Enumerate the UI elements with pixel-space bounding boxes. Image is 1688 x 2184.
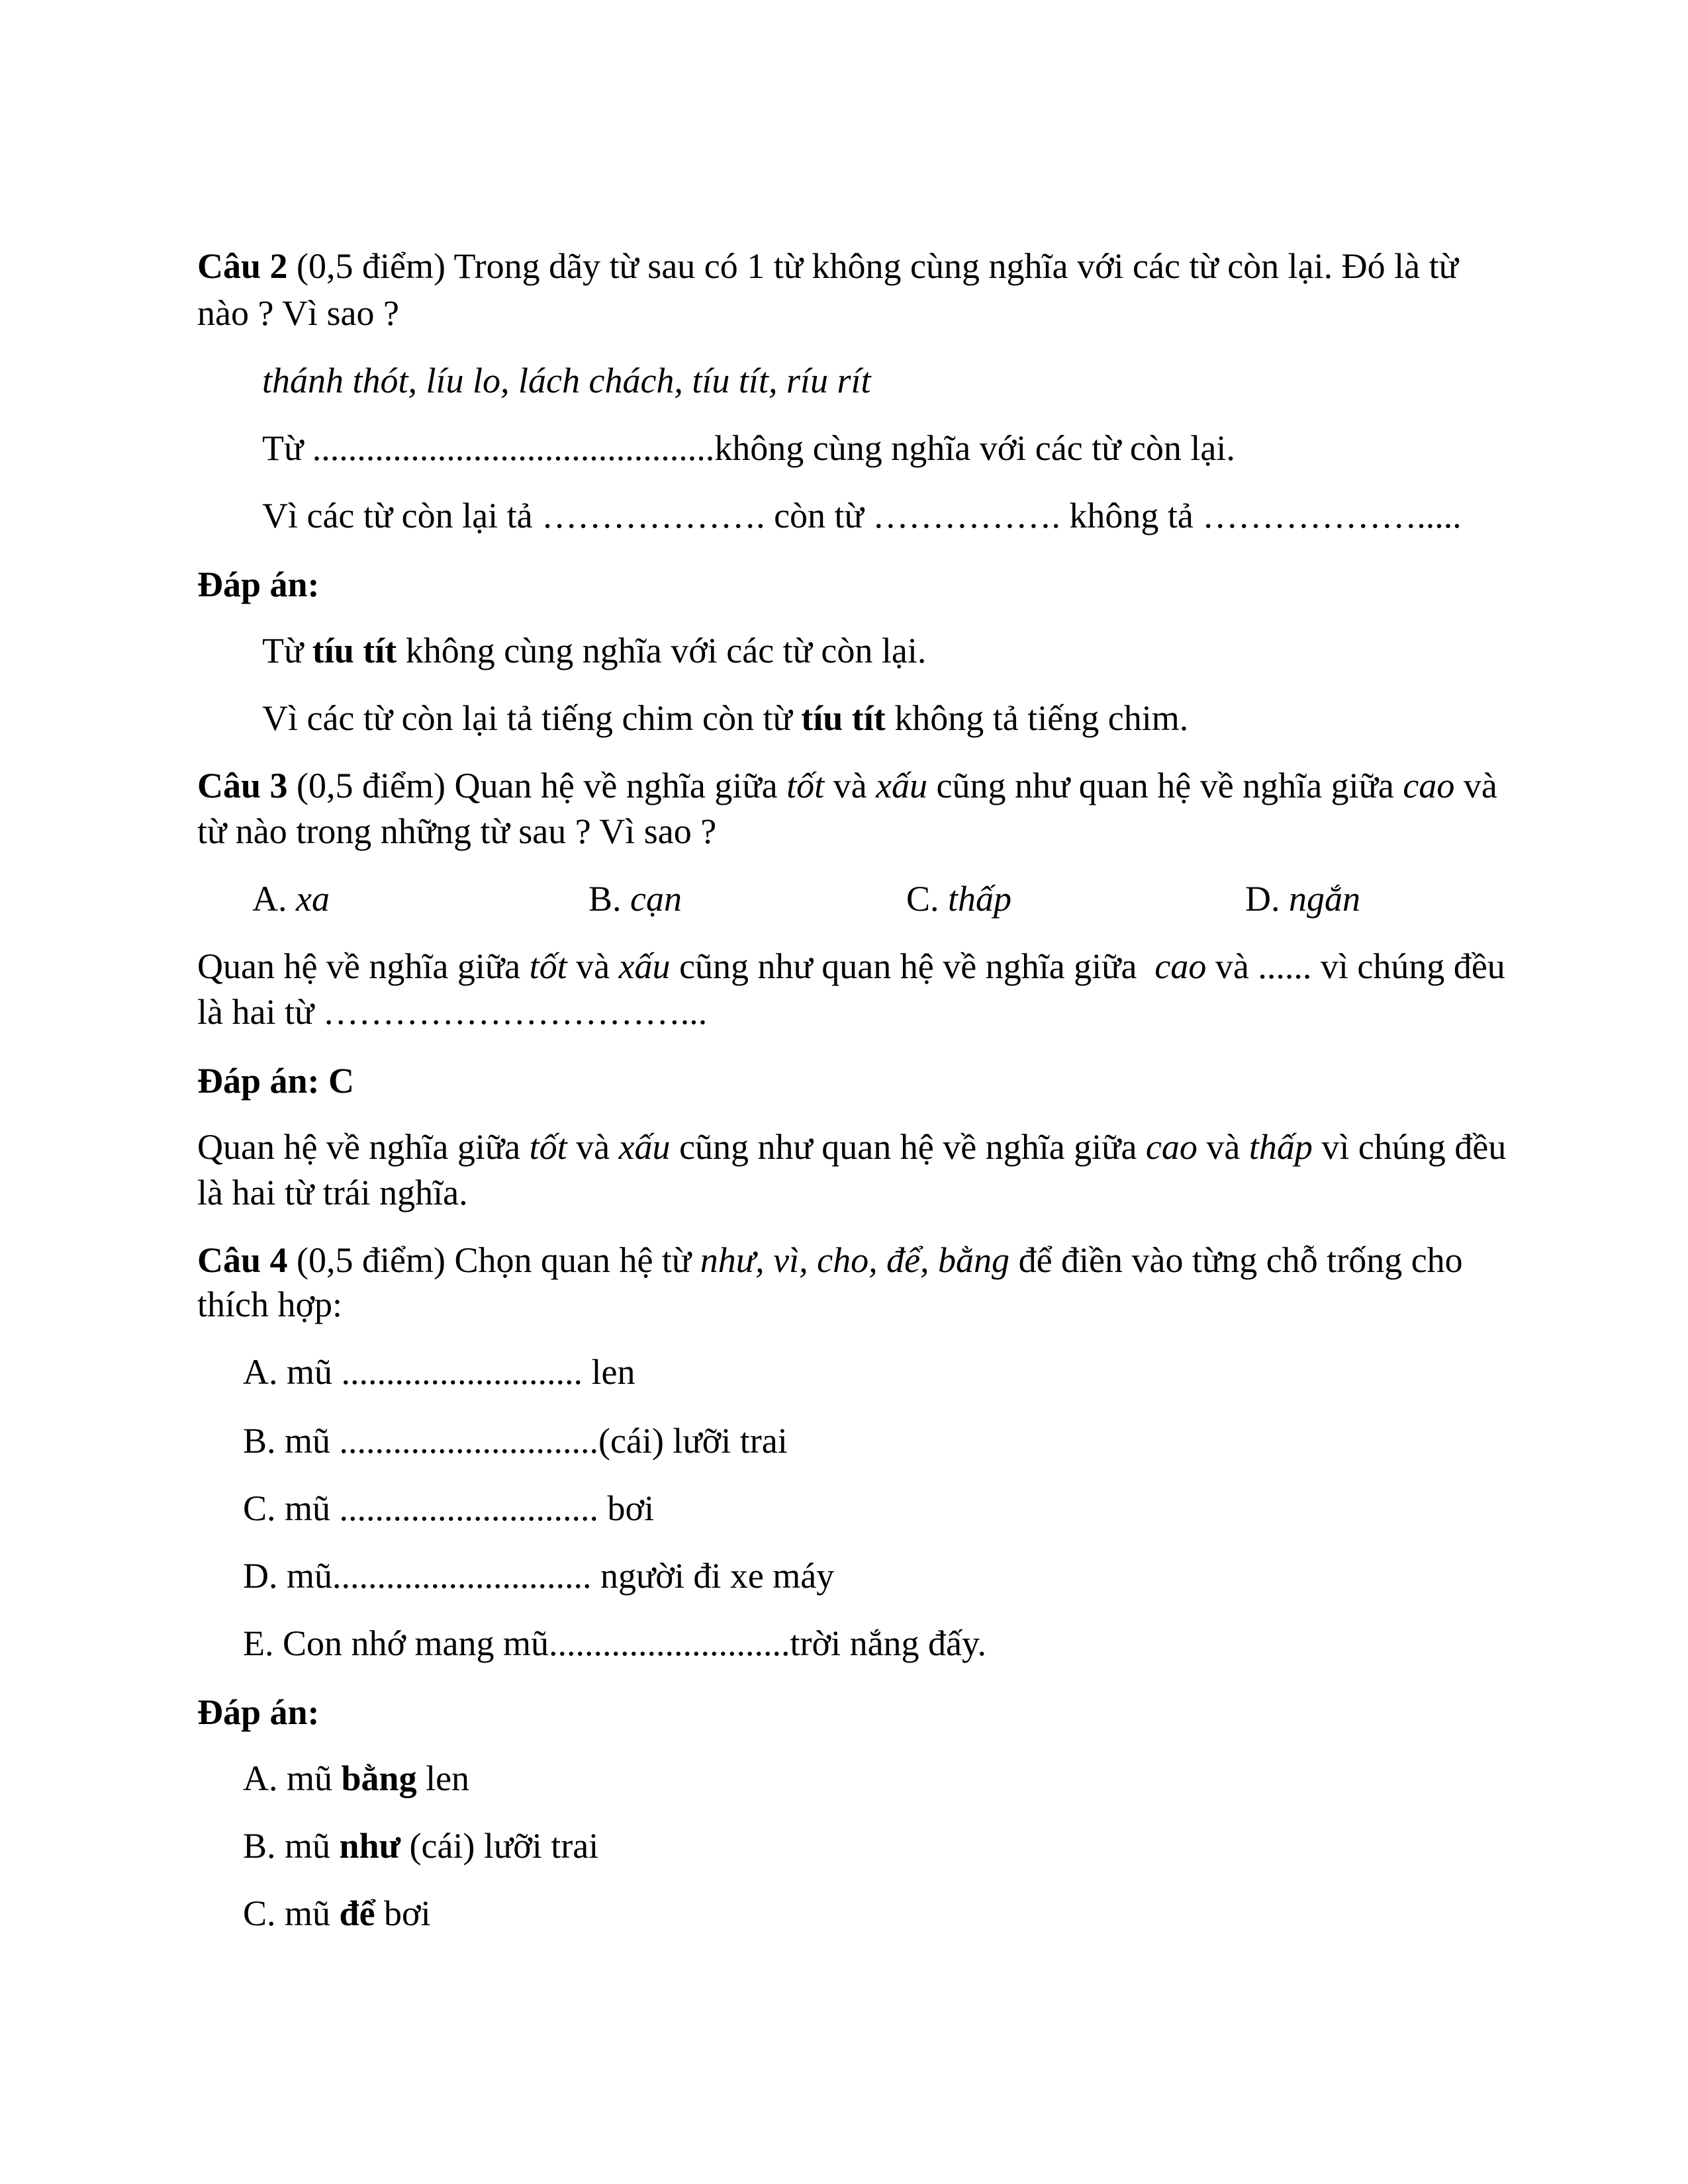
question-4-item-d [243,1555,834,1597]
text-segment: Vì các từ còn lại tả tiếng chim còn từ [262,698,802,738]
answer-3-line-1 [197,1126,1506,1168]
bold-text: để [339,1893,375,1933]
italic-text: xấu [876,766,928,805]
text-segment: (0,5 điểm) Chọn quan hệ từ [287,1240,700,1280]
text-segment: vì chúng đều [1312,1127,1507,1167]
text-segment: nào ? Vì sao ? [197,293,399,333]
answer-4-item-a [243,1757,469,1799]
text-segment: và [1454,766,1497,805]
italic-text: thấp [948,879,1012,919]
italic-text: ngắn [1289,879,1360,919]
text-segment: là hai từ trái nghĩa. [197,1173,468,1212]
text-segment: Quan hệ về nghĩa giữa [197,946,530,986]
question-3-blank [197,945,1505,987]
answer-2-line-1 [262,629,926,672]
bold-text: tíu tít [312,631,397,670]
text-segment: để điền vào từng chỗ trống cho [1009,1240,1463,1280]
text-segment: A. [252,879,296,919]
italic-text: xấu [618,946,671,986]
text-segment: A. mũ [243,1758,342,1798]
question-4-item-a [243,1351,635,1393]
option-c [906,878,1011,920]
question-2-title [197,245,1458,287]
text-segment: không tả tiếng chim. [885,698,1189,738]
text-segment: C. mũ ............................. bơi [243,1488,655,1528]
question-3-blank-cont [197,991,707,1033]
text-segment: len [416,1758,470,1798]
answer-4-heading [197,1691,320,1733]
option-b [588,878,682,920]
italic-text: xấu [618,1127,671,1167]
bold-text: Đáp án: [197,565,320,604]
text-segment: (0,5 điểm) Trong dãy từ sau có 1 từ không cùng nghĩa với các từ còn lại. Đó là từ [287,246,1458,286]
text-segment: Vì các từ còn lại tả ………………. còn từ ……………. không tả ………………..... [262,496,1462,535]
bold-text: Câu 4 [197,1240,288,1280]
question-3-title [197,764,1497,807]
question-4-title [197,1239,1463,1281]
text-segment: và [567,1127,619,1167]
text-segment: B. mũ [243,1826,340,1866]
text-segment: D. [1245,879,1289,919]
italic-text: cao [1145,1127,1197,1167]
text-segment: và ...... vì chúng đều [1206,946,1505,986]
text-segment: Quan hệ về nghĩa giữa [197,1127,530,1167]
option-d [1245,878,1360,920]
text-segment: cũng như quan hệ về nghĩa giữa [670,946,1155,986]
italic-text: thấp [1248,1127,1313,1167]
question-2-blank-1 [262,427,1235,469]
question-4-item-e [243,1622,986,1664]
question-4-item-b [243,1420,788,1462]
text-segment: và [824,766,876,805]
answer-2-heading [197,563,320,606]
text-segment: bơi [375,1893,431,1933]
italic-text: tốt [529,1127,567,1167]
text-segment: cũng như quan hệ về nghĩa giữa [927,766,1403,805]
question-2-title-cont [197,292,399,334]
answer-3-heading [197,1060,354,1102]
question-4-item-c [243,1487,654,1529]
text-segment: và [567,946,619,986]
italic-text: như, vì, cho, để, bằng [700,1240,1010,1280]
text-segment: Từ .............................................không cùng nghĩa với các từ còn lại. [262,428,1235,468]
text-segment: D. mũ............................. người đi xe máy [243,1556,835,1596]
question-2-word-list [262,359,870,402]
text-segment: B. mũ .............................(cái) lưỡi trai [243,1421,788,1461]
answer-4-item-b [243,1825,598,1867]
text-segment: B. [588,879,631,919]
text-segment: là hai từ …………………………... [197,992,708,1032]
bold-text: Đáp án: C [197,1061,355,1101]
bold-text: tíu tít [801,698,886,738]
text-segment: E. Con nhớ mang mũ...........................trời nắng đấy. [243,1623,987,1663]
text-segment: C. mũ [243,1893,340,1933]
italic-text: cao [1403,766,1455,805]
text-segment: từ nào trong những từ sau ? Vì sao ? [197,811,717,851]
text-segment: không cùng nghĩa với các từ còn lại. [397,631,927,670]
question-4-title-cont [197,1283,342,1326]
italic-text: cao [1154,946,1207,986]
answer-3-line-2 [197,1171,468,1214]
question-3-title-cont [197,810,716,852]
answer-2-line-2 [262,697,1188,739]
bold-text: bằng [341,1758,417,1798]
italic-text: tốt [786,766,825,805]
text-segment: Từ [262,631,312,670]
italic-text: thánh thót, líu lo, lách chách, tíu tít, ríu rít [262,361,871,400]
option-a [252,878,330,920]
text-segment: A. mũ ........................... len [243,1352,635,1392]
text-segment: thích hợp: [197,1285,343,1324]
text-segment: và [1197,1127,1249,1167]
bold-text: Câu 3 [197,766,288,805]
answer-4-item-c [243,1892,431,1934]
bold-text: Câu 2 [197,246,288,286]
text-segment: C. [906,879,949,919]
question-2-blank-2 [262,494,1462,537]
bold-text: như [339,1826,401,1866]
text-segment: cũng như quan hệ về nghĩa giữa [670,1127,1146,1167]
text-segment: (cái) lưỡi trai [400,1826,599,1866]
italic-text: xa [296,879,330,919]
italic-text: cạn [630,879,682,919]
italic-text: tốt [529,946,567,986]
text-segment: (0,5 điểm) Quan hệ về nghĩa giữa [287,766,787,805]
bold-text: Đáp án: [197,1692,320,1732]
